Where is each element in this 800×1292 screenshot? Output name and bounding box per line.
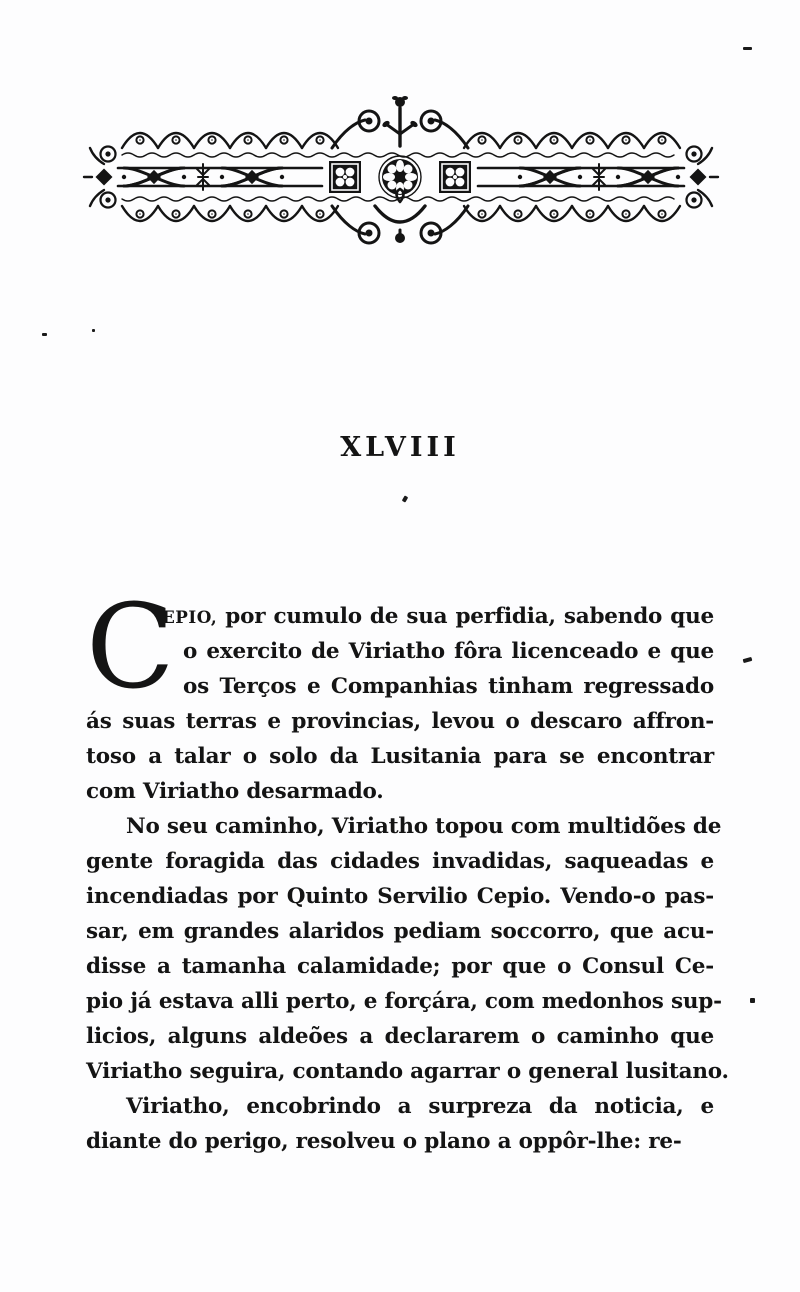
- text-line: com Viriatho desarmado.: [86, 779, 384, 804]
- text-line: licios, alguns aldeões a declararem o caminho que: [86, 1024, 714, 1049]
- small-caps-word: EPIO,: [162, 607, 218, 627]
- text-line: pio já estava alli perto, e forçára, com medonhos sup-: [86, 989, 722, 1014]
- paragraph: [86, 1089, 714, 1159]
- text-line: Viriatho, encobrindo a surpreza da noticia, e: [126, 1094, 714, 1119]
- text-line: incendiadas por Quinto Servilio Cepio. Vendo-o pas-: [86, 884, 714, 909]
- text-line: EPIO, por cumulo de sua perfidia, sabendo que: [162, 604, 714, 629]
- text-line: os Terços e Companhias tinham regressado: [183, 674, 714, 699]
- scan-artifact: [92, 329, 95, 332]
- text-line: diante do perigo, resolveu o plano a oppôr-lhe: re-: [86, 1129, 682, 1154]
- scan-artifact: [743, 657, 753, 663]
- text-line: gente foragida das cidades invadidas, saqueadas e: [86, 849, 714, 874]
- paragraph: [86, 580, 714, 809]
- scan-artifact: [402, 495, 408, 502]
- text-line: o exercito de Viriatho fôra licenceado e que: [183, 639, 714, 664]
- text-line: disse a tamanha calamidade; por que o Consul Ce-: [86, 954, 714, 979]
- text-line: No seu caminho, Viriatho topou com multidões de: [126, 814, 722, 839]
- scan-artifact: [743, 47, 752, 50]
- paragraph: [86, 809, 729, 1089]
- ornament-engraving-icon: [82, 90, 720, 246]
- chapter-heading: XLVIII: [340, 432, 460, 463]
- text-line: ás suas terras e provincias, levou o descaro affron-: [86, 709, 714, 734]
- text-block: [86, 580, 729, 1159]
- scan-artifact: [750, 998, 755, 1003]
- text-line: Viriatho seguira, contando agarrar o general lusitano.: [86, 1059, 729, 1084]
- drop-cap: C: [86, 580, 175, 715]
- text-line: sar, em grandes alaridos pediam soccorro, que acu-: [86, 919, 714, 944]
- text-line: toso a talar o solo da Lusitania para se encontrar: [86, 744, 714, 769]
- scan-artifact: [42, 333, 47, 336]
- header-ornament: [82, 90, 720, 246]
